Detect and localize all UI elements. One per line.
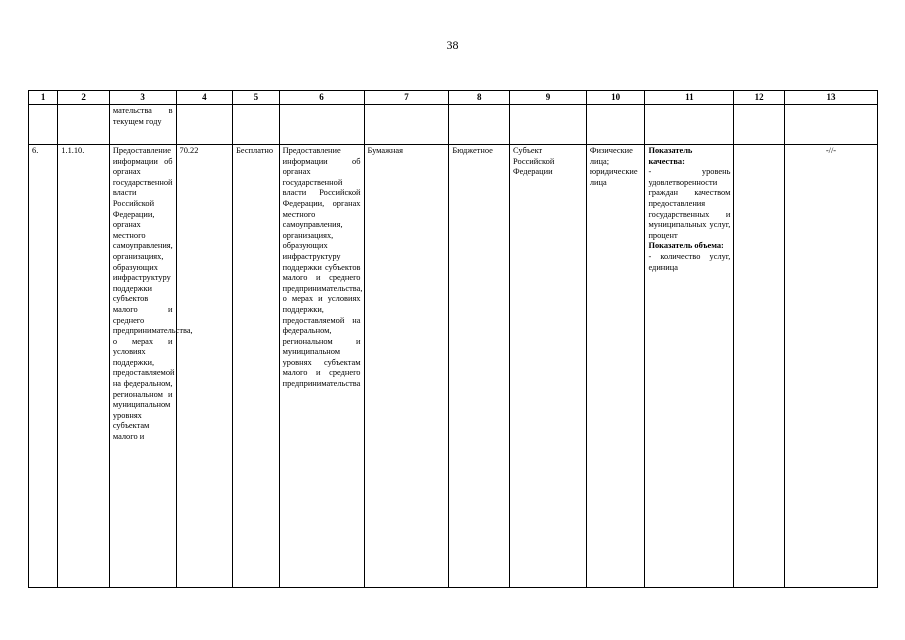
table-row xyxy=(29,145,878,588)
institution-type: Бюджетное xyxy=(449,145,510,588)
cell xyxy=(279,105,364,145)
column-header: 8 xyxy=(449,91,510,105)
cell xyxy=(233,105,279,145)
service-code: 1.1.10. xyxy=(58,145,110,588)
table-row-continuation xyxy=(29,105,878,145)
cell xyxy=(176,105,233,145)
okved-code: 70.22 xyxy=(176,145,233,588)
service-name: Предоставление информации об органах государственной власти Российской Федерации, органах местного самоуправления, организациях, образующих инфраструктуру поддержки субъектов малого и среднего предпринимательства, о мерах и условиях поддержки, предоставляемой на федеральном, региональном и муниципальном уровнях субъектам малого и xyxy=(109,145,176,588)
table-header-row xyxy=(29,91,878,105)
cell xyxy=(449,105,510,145)
column-header: 13 xyxy=(784,91,877,105)
cell xyxy=(784,105,877,145)
column-header: 6 xyxy=(279,91,364,105)
row-number: 6. xyxy=(29,145,58,588)
page-number: 38 xyxy=(446,38,459,52)
column-header: 1 xyxy=(29,91,58,105)
founder: Субъект Российской Федерации xyxy=(510,145,587,588)
consumers: Физические лица; юридические лица xyxy=(586,145,645,588)
column-header: 7 xyxy=(364,91,449,105)
column-header: 4 xyxy=(176,91,233,105)
column-header: 2 xyxy=(58,91,110,105)
column-header: 11 xyxy=(645,91,734,105)
services-table xyxy=(28,90,878,588)
indicators xyxy=(645,145,734,588)
cell-12 xyxy=(734,145,785,588)
column-header: 5 xyxy=(233,91,279,105)
indicator-volume-text: - количество услуг, единица xyxy=(648,251,731,272)
cell-13: -//- xyxy=(784,145,877,588)
column-header: 10 xyxy=(586,91,645,105)
cell xyxy=(645,105,734,145)
cell xyxy=(586,105,645,145)
cell-continued-text: мательства в текущем году xyxy=(109,105,176,145)
column-header: 9 xyxy=(510,91,587,105)
cell xyxy=(734,105,785,145)
indicator-volume-title: Показатель объема: xyxy=(648,241,724,251)
cell xyxy=(364,105,449,145)
column-header: 12 xyxy=(734,91,785,105)
service-content: Предоставление информации об органах государственной власти Российской Федерации, органах местного самоуправления, организациях, образующих инфраструктуру поддержки субъектов малого и среднего предпринимательства, о мерах и условиях поддержки, предоставляемой на федеральном, региональном и муниципальном уровнях субъектам малого и среднего предпринимательства xyxy=(279,145,364,588)
cell xyxy=(29,105,58,145)
column-header: 3 xyxy=(109,91,176,105)
indicator-quality-text: - уровень удовлетворенности граждан качеством предоставления государственных и муниципальных услуг, процент xyxy=(648,167,731,240)
cell xyxy=(58,105,110,145)
service-form: Бумажная xyxy=(364,145,449,588)
payment-type: Бесплатно xyxy=(233,145,279,588)
indicator-quality-title: Показатель качества: xyxy=(648,146,693,166)
cell xyxy=(510,105,587,145)
